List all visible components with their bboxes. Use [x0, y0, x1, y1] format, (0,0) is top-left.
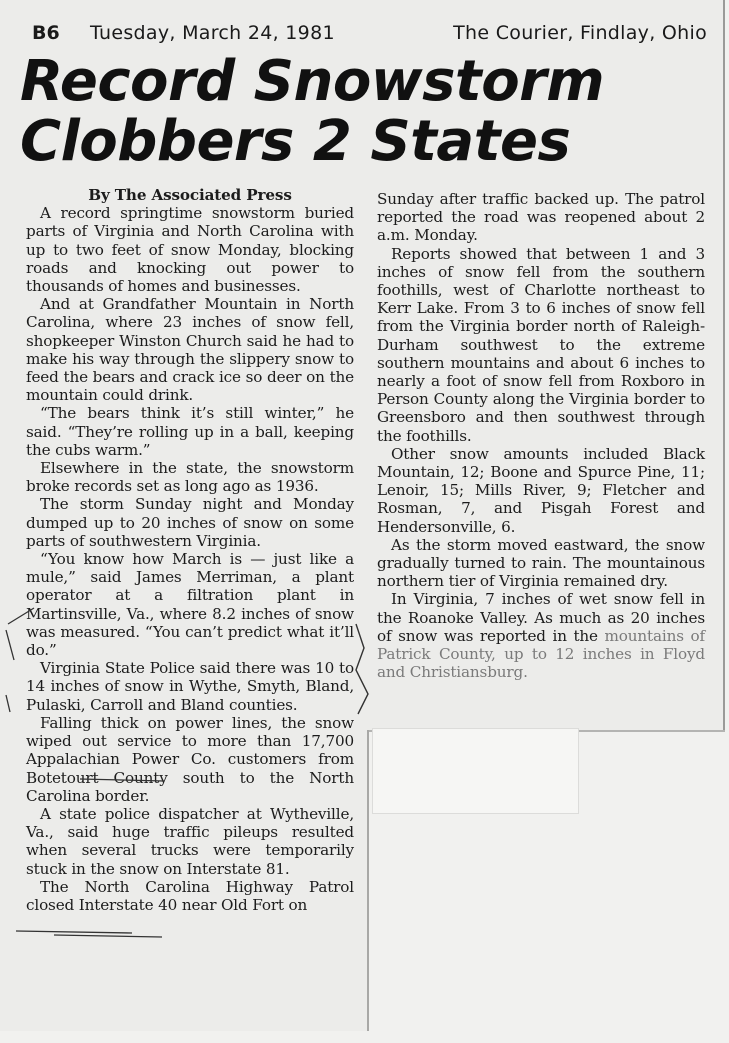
- paragraph: “You know how March is — just like a mule,” said James Merriman, a plant operator at a filtration plant in Martinsville, Va., where 8.2 inches of snow was measured. “You can’t predict what it’ll do.”: [26, 550, 354, 660]
- byline: By The Associated Press: [88, 186, 292, 204]
- paragraph: Elsewhere in the state, the snowstorm broke records set as long ago as 1936.: [26, 459, 354, 496]
- paragraph: [377, 590, 705, 681]
- paragraph: Virginia State Police said there was 10 to 14 inches of snow in Wythe, Smyth, Bland, Pulaski, Carroll and Bland counties.: [26, 659, 354, 714]
- dateline: [28, 22, 707, 48]
- faded-text: mountains of Patrick County, up to 12 inches in Floyd and Christiansburg.: [377, 626, 705, 682]
- paragraph: A state police dispatcher at Wytheville, Va., said huge traffic pileups resulted when several trucks were temporarily stuck in the snow on Interstate 81.: [26, 804, 354, 878]
- paragraph: Sunday after traffic backed up. The patrol reported the road was reopened about 2 a.m. Monday.: [377, 190, 705, 245]
- paragraph: The storm Sunday night and Monday dumped up to 20 inches of snow on some parts of southwestern Virginia.: [26, 495, 354, 550]
- pen-bracket-mark-right: [350, 620, 376, 720]
- pen-underline-mark: [14, 925, 164, 941]
- publication-date: Tuesday, March 24, 1981: [90, 22, 335, 44]
- clipping-edge-right: [723, 0, 725, 731]
- article-column-left: [26, 186, 354, 914]
- clipping-edge-left-column: [367, 730, 369, 1031]
- paragraph: A record springtime snowstorm buried parts of Virginia and North Carolina with up to two feet of snow Monday, blocking roads and knocking out power to thousands of homes and businesses.: [26, 204, 354, 296]
- paragraph: And at Grandfather Mountain in North Carolina, where 23 inches of snow fell, shopkeeper Winston Church said he had to make his way through the slippery snow to feed the bears and crack ice so deer on the mountain could drink.: [26, 295, 354, 405]
- headline-line-2: Clobbers 2 States: [20, 109, 571, 174]
- headline-line-1: Record Snowstorm: [20, 49, 605, 114]
- paragraph-text: In Virginia, 7 inches of wet snow fell in the Roanoke Valley. As much as 20 inches of snow was reported in the: [377, 590, 705, 645]
- paragraph: Other snow amounts included Black Mountain, 12; Boone and Spurce Pine, 11; Lenoir, 15; Mills River, 9; Fletcher and Rosman, 7, and Pisgah Forest and Hendersonville, 6.: [377, 444, 705, 536]
- pen-bracket-mark: [0, 600, 40, 720]
- paragraph: As the storm moved eastward, the snow gradually turned to rain. The mountainous northern tier of Virginia remained dry.: [377, 535, 705, 591]
- headline: [20, 49, 710, 174]
- paragraph: The North Carolina Highway Patrol closed Interstate 40 near Old Fort on: [26, 877, 354, 914]
- page-number: B6: [32, 22, 60, 44]
- paragraph: Reports showed that between 1 and 3 inches of snow fell from the southern foothills, west of Charlotte northeast to Kerr Lake. From 3 to 6 inches of snow fell from the Virginia border north of Raleigh-Durham southwest to the extreme southern mountains and about 6 inches to nearly a foot of snow fell from Roxboro in Person County along the Virginia border to Greensboro and then southwest through the foothills.: [377, 244, 705, 445]
- paper-scrap: [372, 728, 579, 814]
- article-column-right: [377, 190, 705, 681]
- paragraph: “The bears think it’s still winter,” he said. “They’re rolling up in a ball, keeping the cubs warm.”: [26, 404, 354, 459]
- paragraph: Falling thick on power lines, the snow wiped out service to more than 17,700 Appalachian Power Co. customers from Botetourt County south to the North Carolina border.: [26, 713, 354, 805]
- pen-underline-mark-2: [78, 775, 168, 785]
- newspaper-name: The Courier, Findlay, Ohio: [453, 22, 707, 44]
